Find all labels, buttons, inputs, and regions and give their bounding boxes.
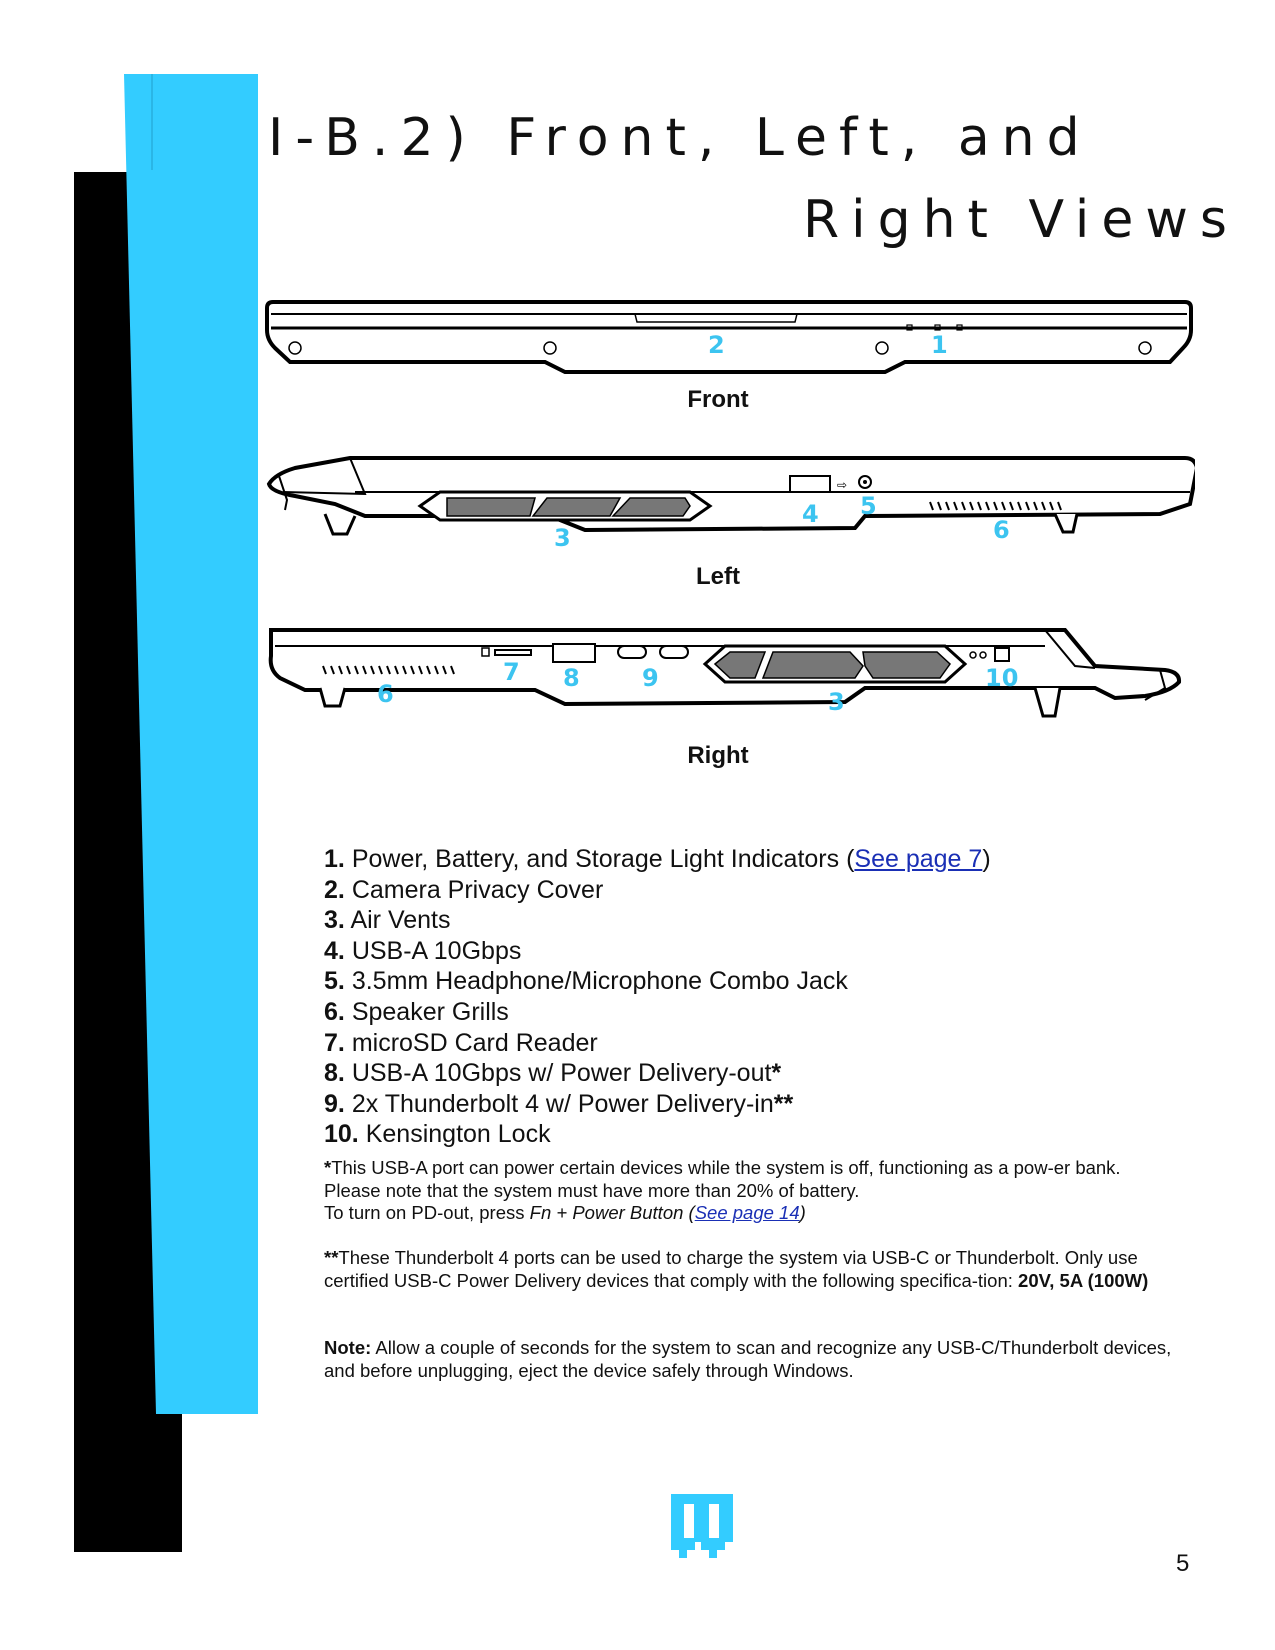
page-title-line-2: Right Views [803, 190, 1239, 250]
feature-item-1: 1. Power, Battery, and Storage Light Indicators (See page 7) [324, 845, 991, 873]
right-view-label: Right [687, 742, 749, 769]
feature-item-8: 8. USB-A 10Gbps w/ Power Delivery-out* [324, 1059, 782, 1088]
right-callout-10: 10 [985, 664, 1019, 692]
left-callout-3: 3 [554, 524, 571, 552]
front-callout-1: 1 [931, 331, 948, 359]
right-callout-3: 3 [828, 688, 845, 716]
pd-out-note: *This USB-A port can power certain devices while the system is off, functioning as a pow-er bank. Please note that the system must have more than 20% of battery. To turn on PD-out, press Fn + Power Button (See page 14) [324, 1157, 1121, 1223]
feature-item-6: 6. Speaker Grills [324, 997, 509, 1026]
front-view-label: Front [687, 386, 749, 413]
feature-item-10: 10. Kensington Lock [324, 1120, 551, 1149]
feature-item-2: 2. Camera Privacy Cover [324, 875, 604, 904]
cyan-side-bar [0, 0, 262, 1420]
left-view-diagram [265, 454, 1195, 564]
svg-text:⇨: ⇨ [837, 478, 848, 492]
right-callout-8: 8 [563, 664, 580, 692]
right-callout-6: 6 [377, 680, 394, 708]
left-callout-6: 6 [993, 516, 1010, 544]
right-callout-7: 7 [503, 658, 520, 686]
page-number: 5 [1176, 1550, 1190, 1577]
left-view-label: Left [696, 563, 740, 590]
feature-list [324, 844, 991, 1150]
feature-item-9: 9. 2x Thunderbolt 4 w/ Power Delivery-in** [324, 1089, 794, 1118]
pd-in-note: **These Thunderbolt 4 ports can be used to charge the system via USB-C or Thunderbolt. Only use certified USB-C Power Delivery devices that comply with the following specifica-tion: 20V, 5A (100W) [324, 1247, 1149, 1291]
page-title-line-1: I-B.2) Front, Left, and [268, 108, 1092, 168]
right-callout-9: 9 [642, 664, 659, 692]
feature-item-7: 7. microSD Card Reader [324, 1028, 598, 1057]
see-page-7-link[interactable]: See page 7 [854, 845, 983, 873]
left-callout-5: 5 [860, 492, 877, 520]
front-view-diagram [265, 300, 1195, 380]
right-view-diagram [265, 626, 1195, 746]
left-callout-4: 4 [802, 500, 819, 528]
feature-item-3: 3. Air Vents [324, 906, 451, 935]
front-callout-2: 2 [708, 331, 725, 359]
scan-note: Note: Allow a couple of seconds for the system to scan and recognize any USB-C/Thunderbolt devices, and before unplugging, eject the device safely through Windows. [324, 1337, 1172, 1381]
feature-item-4: 4. USB-A 10Gbps [324, 936, 522, 965]
brand-logo-icon [671, 1494, 733, 1558]
see-page-14-link[interactable]: See page 14 [694, 1202, 800, 1223]
feature-item-5: 5. 3.5mm Headphone/Microphone Combo Jack [324, 967, 848, 996]
